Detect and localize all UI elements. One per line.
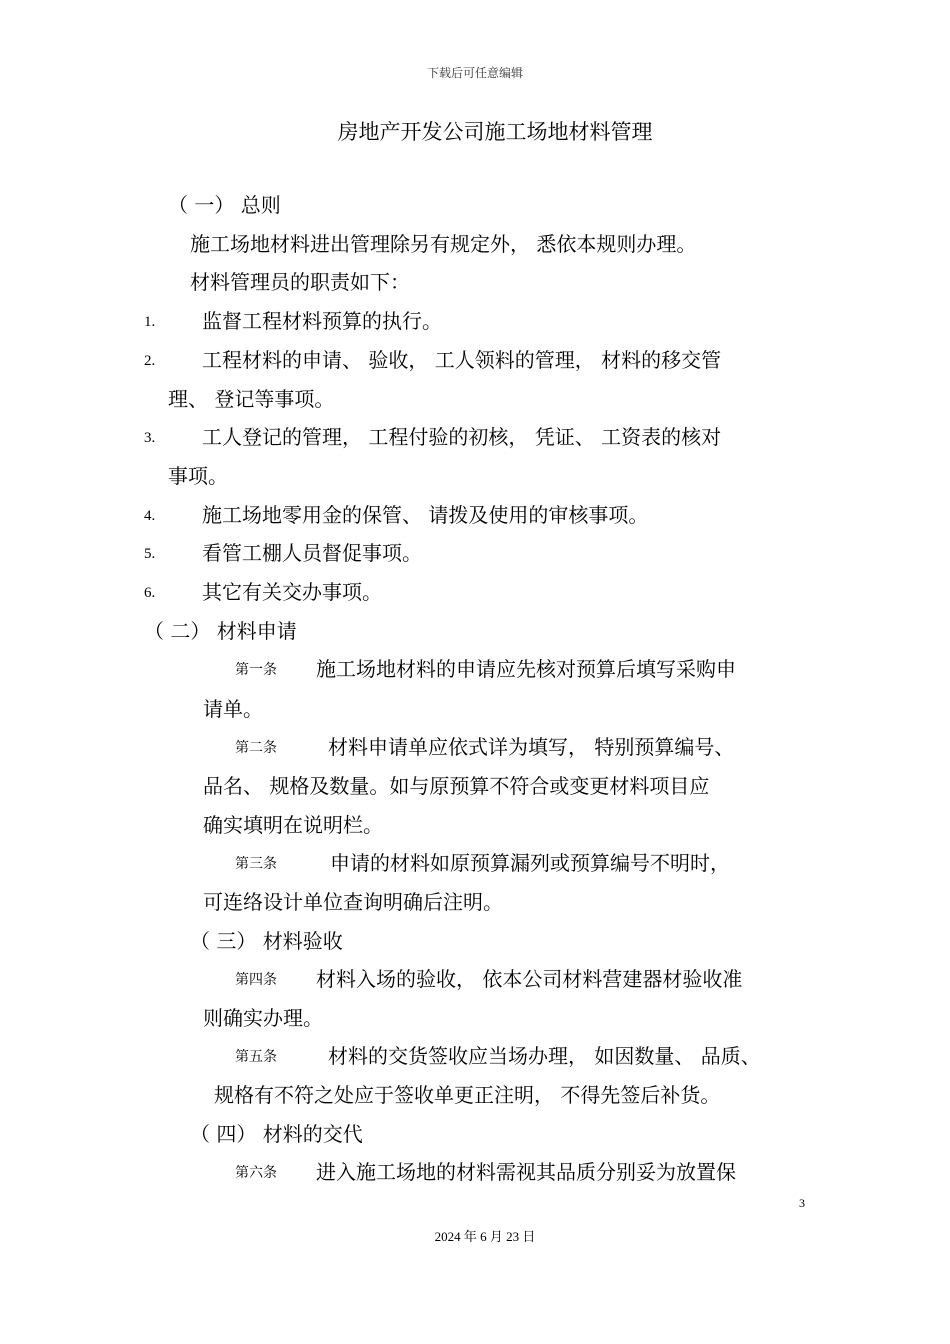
article-text: 施工场地材料的申请应先核对预算后填写采购申: [316, 657, 736, 681]
article-label: 第四条: [235, 972, 277, 988]
paragraph: 施工场地材料进出管理除另有规定外， 悉依本规则办理。: [190, 232, 697, 256]
list-number: 6.: [144, 585, 156, 601]
article-label: 第三条: [235, 856, 277, 872]
article-text: 进入施工场地的材料需视其品质分别妥为放置保: [316, 1160, 736, 1184]
list-item-text: 看管工棚人员督促事项。: [202, 541, 422, 565]
page-header: 下载后可任意编辑: [426, 66, 523, 80]
list-number: 4.: [144, 508, 156, 524]
list-item-text: 工程材料的申请、 验收， 工人领料的管理， 材料的移交管: [202, 348, 722, 372]
section-heading-general: （ 一） 总则: [168, 193, 281, 217]
section-heading-handover: （ 四） 材料的交代: [190, 1122, 363, 1146]
article-label: 第五条: [235, 1049, 277, 1065]
section-heading-application: （ 二） 材料申请: [144, 619, 297, 643]
article-text: 请单。: [203, 697, 263, 721]
list-item-text: 理、 登记等事项。: [168, 387, 335, 411]
list-item-text: 事项。: [168, 464, 228, 488]
article-text: 申请的材料如原预算漏列或预算编号不明时，: [330, 851, 730, 875]
page-footer-date: 2024 年 6 月 23 日: [434, 1229, 536, 1244]
list-number: 2.: [144, 353, 156, 369]
list-item-text: 监督工程材料预算的执行。: [202, 309, 442, 333]
list-item-text: 施工场地零用金的保管、 请拨及使用的审核事项。: [202, 503, 649, 527]
article-text: 材料的交货签收应当场办理， 如因数量、 品质、: [328, 1044, 761, 1068]
list-number: 1.: [144, 314, 156, 330]
document-title: 房地产开发公司施工场地材料管理: [337, 120, 653, 144]
section-heading-acceptance: （ 三） 材料验收: [190, 929, 343, 953]
article-text: 材料申请单应依式详为填写， 特别预算编号、: [328, 735, 735, 759]
list-number: 5.: [144, 546, 156, 562]
article-text: 品名、 规格及数量。如与原预算不符合或变更材料项目应: [203, 774, 710, 798]
article-label: 第二条: [235, 740, 277, 756]
paragraph: 材料管理员的职责如下：: [190, 270, 410, 294]
article-text: 确实填明在说明栏。: [203, 813, 383, 837]
list-item-text: 其它有关交办事项。: [202, 580, 382, 604]
article-text: 规格有不符之处应于签收单更正注明， 不得先签后补货。: [214, 1083, 721, 1107]
list-number: 3.: [144, 430, 156, 446]
page-number: 3: [799, 1196, 805, 1210]
article-text: 则确实办理。: [203, 1006, 323, 1030]
list-item-text: 工人登记的管理， 工程付验的初核， 凭证、 工资表的核对: [202, 425, 722, 449]
article-label: 第一条: [235, 662, 277, 678]
article-text: 可连络设计单位查询明确后注明。: [203, 890, 503, 914]
article-label: 第六条: [235, 1165, 277, 1181]
article-text: 材料入场的验收， 依本公司材料营建器材验收准: [316, 967, 743, 991]
